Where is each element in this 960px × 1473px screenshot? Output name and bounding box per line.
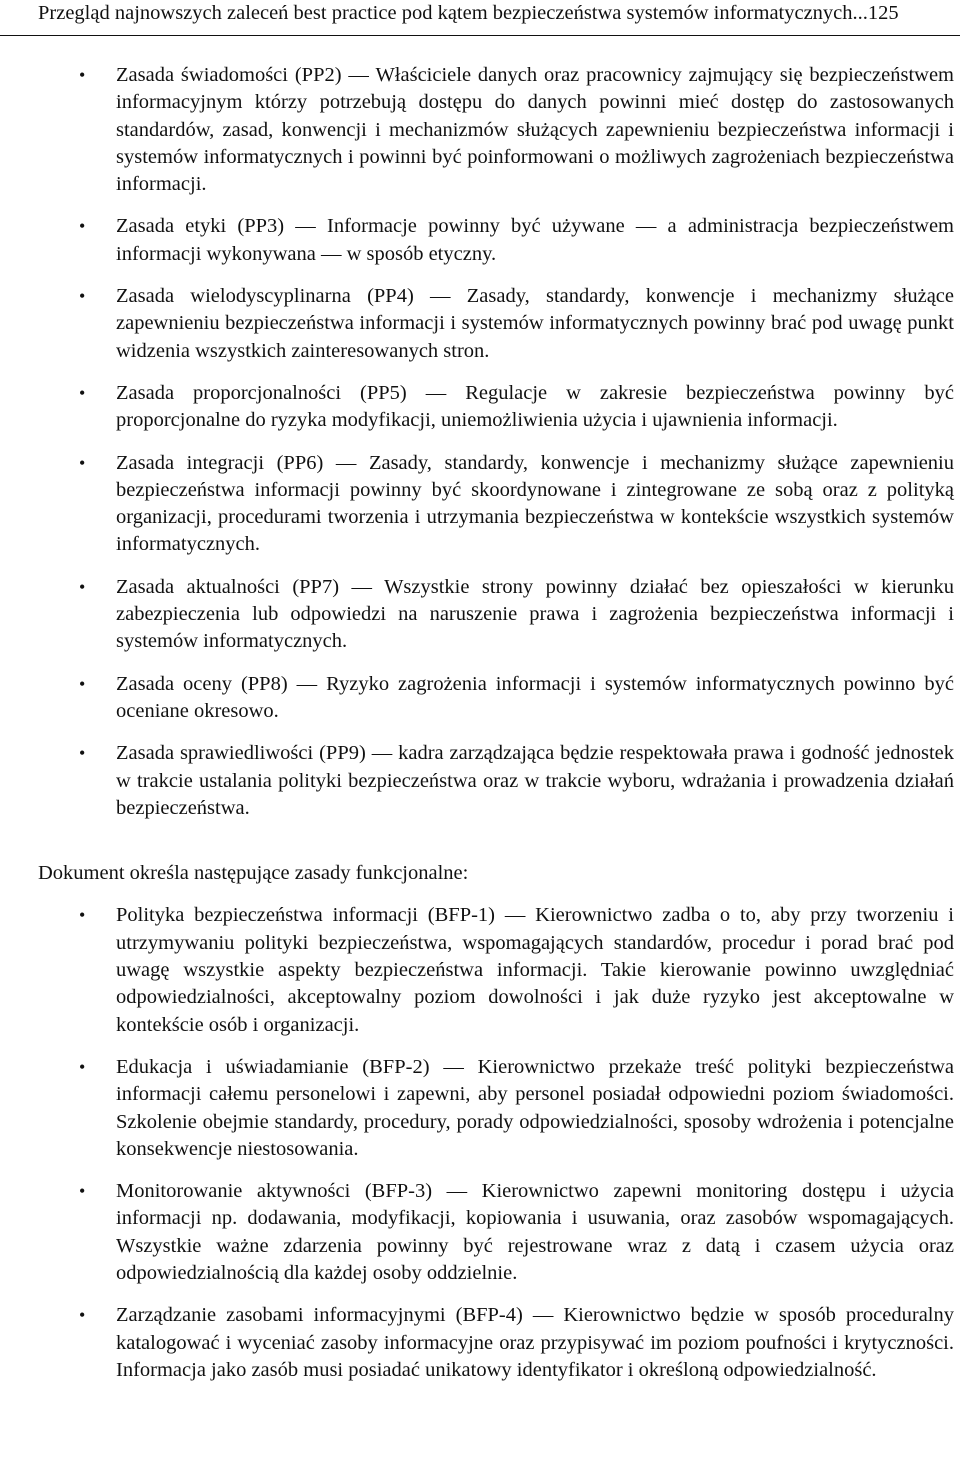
list-item — [38, 283, 954, 365]
header-title: Przegląd najnowszych zaleceń best practice pod kątem bezpieczeństwa systemów informatycznych... — [38, 2, 868, 24]
list-item — [38, 574, 954, 656]
bullet-icon: • — [79, 216, 86, 237]
list-item-text: Zarządzanie zasobami informacyjnymi (BFP-4) — Kierownictwo będzie w sposób proceduralny katalogować i wyceniać zasoby informacyjne oraz przypisywać im poziom poufności i krytyczności. Informacja jako zasób musi posiadać unikatowy identyfikator i określoną odpowiedzialność. — [116, 1304, 954, 1381]
list-item-text: Zasada świadomości (PP2) — Właściciele danych oraz pracownicy zajmujący się bezpieczeństwem informacyjnym którzy potrzebują dostępu do danych powinni mieć dostęp do zastosowanych standardów, zasad, konwencji i mechanizmów służących zapewnieniu bezpieczeństwa informacji i systemów informatycznych i powinni być poinformowani o możliwych zagrożeniach bezpieczeństwa informacji. — [116, 64, 954, 196]
bullet-icon: • — [79, 1056, 86, 1077]
list-item — [38, 1054, 954, 1163]
principles-list — [38, 62, 954, 822]
list-item-text: Monitorowanie aktywności (BFP-3) — Kierownictwo zapewni monitoring dostępu i użycia informacji np. dodawania, modyfikacji, kopiowania i usuwania, oraz zasobów wspomagających. Wszystkie ważne zdarzenia powinny być rejestrowane wraz z datą i czasem użycia oraz odpowiedzialnością dla każdej osoby oddzielnie. — [116, 1180, 954, 1284]
list-item-text: Edukacja i uświadamianie (BFP-2) — Kierownictwo przekaże treść polityki bezpieczeństwa informacji całemu personelowi i zapewni, aby personel posiadał odpowiedni poziom świadomości. Szkolenie obejmie standardy, procedury, porady odpowiedzialności, sposoby wdrożenia i potencjalne konsekwencje niestosowania. — [116, 1055, 954, 1160]
page-content — [38, 62, 954, 1384]
bullet-icon: • — [79, 452, 86, 473]
list-item — [38, 380, 954, 435]
list-item — [38, 671, 954, 726]
list-item-text: Zasada integracji (PP6) — Zasady, standardy, konwencje i mechanizmy służące zapewnieniu bezpieczeństwa informacji powinny być skoordynowane i zintegrowane ze sobą oraz z polityką organizacji, procedurami tworzenia i utrzymania bezpieczeństwa w kontekście wszystkich systemów informatycznych. — [116, 451, 954, 556]
bullet-icon: • — [79, 382, 86, 403]
list-item — [38, 450, 954, 559]
list-item-text: Zasada wielodyscyplinarna (PP4) — Zasady, standardy, konwencje i mechanizmy służące zapewnieniu bezpieczeństwa informacji i systemów informatycznych powinny brać pod uwagę punkt widzenia wszystkich zainteresowanych stron. — [116, 285, 954, 362]
bullet-icon: • — [79, 1305, 86, 1326]
bullet-icon: • — [79, 673, 86, 694]
bullet-icon: • — [79, 1181, 86, 1202]
list-item — [38, 902, 954, 1038]
bullet-icon: • — [79, 65, 86, 85]
list-item — [38, 1178, 954, 1287]
bullet-icon: • — [79, 286, 86, 307]
list-item-text: Zasada proporcjonalności (PP5) — Regulacje w zakresie bezpieczeństwa powinny być proporcjonalne do ryzyka modyfikacji, uniemożliwienia użycia i ujawnienia informacji. — [116, 381, 954, 432]
list-item-text: Zasada aktualności (PP7) — Wszystkie strony powinny działać bez opieszałości w kierunku zabezpieczenia lub odpowiedzi na naruszenie prawa i zagrożenia bezpieczeństwa informacji i systemów informatycznych. — [116, 575, 954, 653]
bullet-icon: • — [79, 905, 86, 926]
list-item — [38, 1302, 954, 1384]
functional-principles-list — [38, 902, 954, 1384]
list-item-text: Zasada oceny (PP8) — Ryzyko zagrożenia informacji i systemów informatycznych powinno być oceniane okresowo. — [116, 672, 954, 722]
page-number: 125 — [867, 2, 899, 24]
list-item-text: Polityka bezpieczeństwa informacji (BFP-1) — Kierownictwo zadba o to, aby przy tworzeniu i utrzymywaniu polityki bezpieczeństwa, wspomagających standardów, procedur i porad brać pod uwagę wszystkie aspekty bezpieczeństwa informacji. Takie kierowanie powinno uwzględniać odpowiedzialności, akceptowalny poziom dowolności i jak duże ryzyko jest akceptowalne w kontekście osób i organizacji. — [116, 904, 954, 1036]
list-item-text: Zasada sprawiedliwości (PP9) — kadra zarządzająca będzie respektowała prawa i godność jednostek w trakcie ustalania polityki bezpieczeństwa oraz w trakcie wyboru, wdrażania i prowadzenia działań bezpieczeństwa. — [116, 742, 954, 819]
list-item — [38, 62, 954, 198]
bullet-icon: • — [79, 743, 86, 764]
running-header — [0, 0, 960, 36]
list-item — [38, 213, 954, 268]
functional-principles-intro: Dokument określa następujące zasady funkcjonalne: — [38, 862, 469, 885]
list-item — [38, 740, 954, 822]
list-item-text: Zasada etyki (PP3) — Informacje powinny być używane — a administracja bezpieczeństwem informacji wykonywana — w sposób etyczny. — [116, 215, 954, 265]
bullet-icon: • — [79, 576, 86, 597]
